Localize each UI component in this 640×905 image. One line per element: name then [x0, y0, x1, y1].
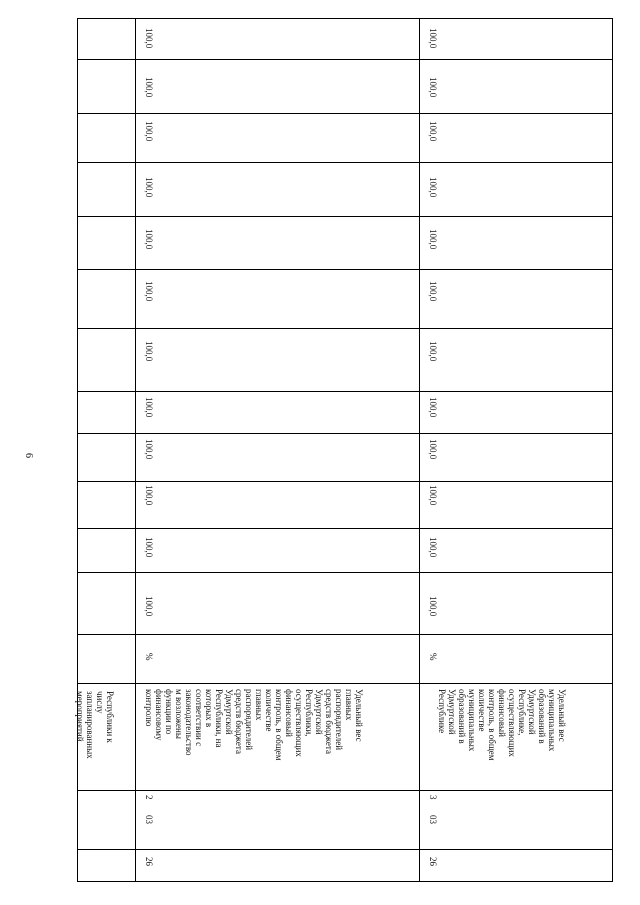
row-value: 100,0	[428, 397, 438, 418]
row-value: 100,0	[428, 439, 438, 460]
row-value: 100,0	[428, 229, 438, 250]
row-divider	[78, 528, 612, 529]
row-divider	[78, 391, 612, 392]
row-value: 100,0	[144, 28, 154, 49]
row-value: 100,0	[144, 485, 154, 506]
row-divider	[78, 481, 612, 482]
row-divider	[78, 59, 612, 60]
row-divider	[78, 683, 612, 684]
row-value: 100,0	[428, 485, 438, 506]
indicator-table	[77, 18, 613, 882]
header-description: Республики к числу запланированных мероприятий	[75, 691, 115, 759]
row-value: 100,0	[428, 596, 438, 617]
row-value: 100,0	[428, 537, 438, 558]
row-value: 100,0	[428, 177, 438, 198]
row-divider	[78, 216, 612, 217]
row-value: 100,0	[428, 281, 438, 302]
row-divider	[78, 113, 612, 114]
row-index: 2	[144, 795, 154, 800]
row-divider	[78, 328, 612, 329]
row-code: 26	[428, 857, 438, 866]
row-value: 100,0	[144, 177, 154, 198]
row-value: 100,0	[144, 397, 154, 418]
row-divider	[78, 269, 612, 270]
row-value: 100,0	[144, 121, 154, 142]
column-divider	[419, 19, 420, 881]
row-divider	[78, 433, 612, 434]
row-value: 100,0	[144, 77, 154, 98]
row-value: 100,0	[144, 596, 154, 617]
row-divider	[78, 634, 612, 635]
row-description: Удельный вес главных распорядителей средств бюджета Удмуртской Республики, осуществляющих финансовый контроль, в общем количестве главных распорядителей средств бюджета Удмуртской Республики, на которых в соответствии с законодательство м возложены функции по финансовому контролю	[144, 689, 364, 761]
row-value: 100,0	[428, 28, 438, 49]
column-divider	[135, 19, 136, 881]
row-unit: %	[428, 653, 438, 661]
row-value: 100,0	[144, 439, 154, 460]
row-section: 03	[428, 815, 438, 824]
row-value: 100,0	[428, 121, 438, 142]
page-number: 6	[23, 453, 34, 458]
row-value: 100,0	[144, 341, 154, 362]
row-value: 100,0	[144, 281, 154, 302]
row-divider	[78, 572, 612, 573]
row-code: 26	[144, 857, 154, 866]
row-value: 100,0	[428, 77, 438, 98]
row-value: 100,0	[144, 229, 154, 250]
row-index: 3	[428, 795, 438, 800]
row-value: 100,0	[144, 537, 154, 558]
row-divider	[78, 162, 612, 163]
row-description: Удельный вес муниципальных образований в Удмуртской Республике, осуществляющих финансовый контроль, в общем количестве муниципальных образований в Удмуртской Республике	[437, 689, 567, 761]
row-value: 100,0	[428, 341, 438, 362]
row-section: 03	[144, 815, 154, 824]
row-unit: %	[144, 653, 154, 661]
